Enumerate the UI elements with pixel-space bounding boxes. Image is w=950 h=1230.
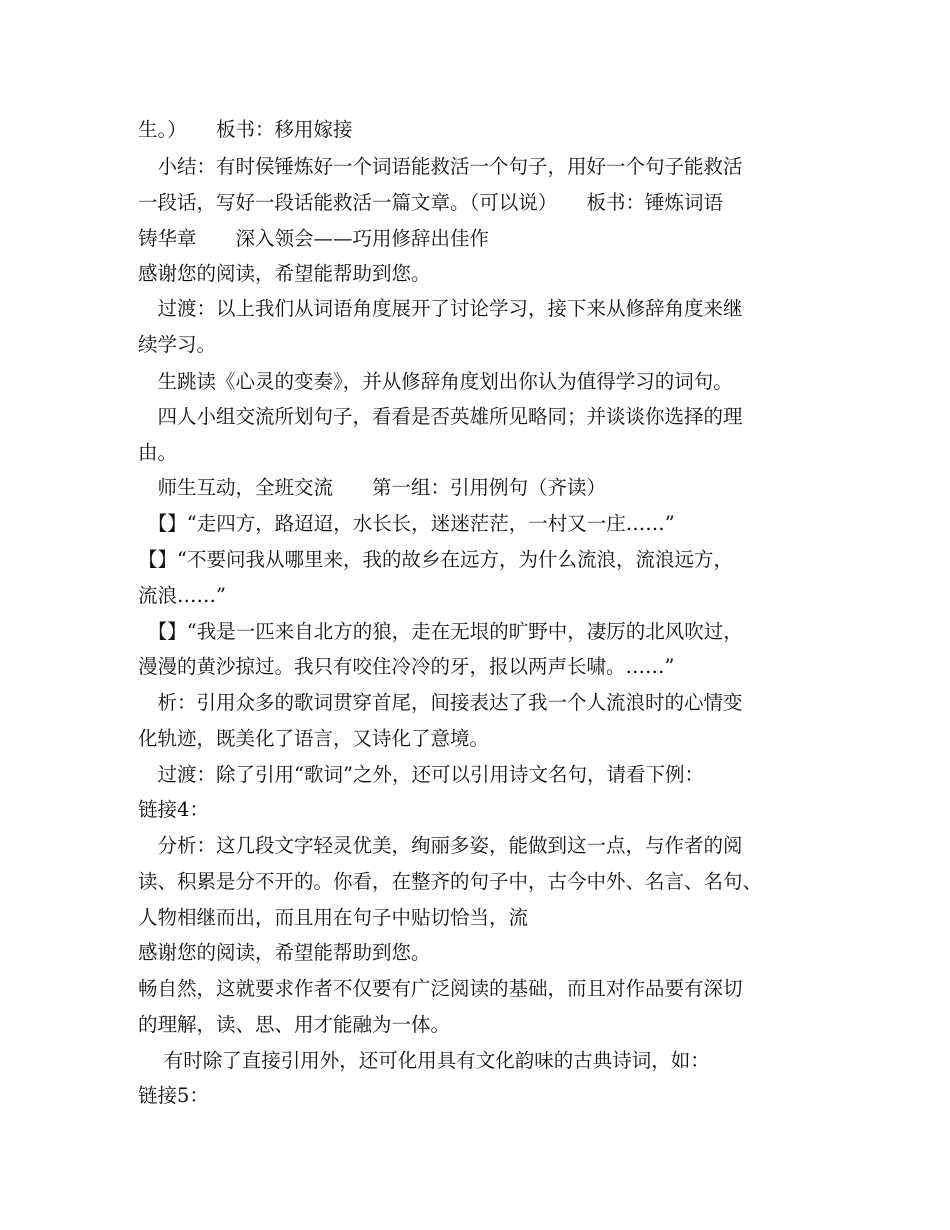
text-line: 过渡：以上我们从词语角度展开了讨论学习，接下来从修辞角度来继 xyxy=(138,297,743,320)
text-line: 分析：这几段文字轻灵优美，绚丽多姿，能做到这一点，与作者的阅 xyxy=(138,834,743,857)
text-line: 铸华章 深入领会——巧用修辞出佳作 xyxy=(138,227,490,250)
text-line: 小结：有时侯锤炼好一个词语能救活一个句子，用好一个句子能救活 xyxy=(138,155,743,178)
text-line: 析：引用众多的歌词贯穿首尾，间接表达了我一个人流浪时的心情变 xyxy=(138,691,743,714)
text-line: 续学习。 xyxy=(138,333,217,356)
text-line: 的理解，读、思、用才能融为一体。 xyxy=(138,1013,451,1036)
text-line: 【】“走四方，路迢迢，水长长，迷迷茫茫，一村又一庄……” xyxy=(138,512,675,535)
text-line: 四人小组交流所划句子，看看是否英雄所见略同；并谈谈你选择的理 xyxy=(138,405,743,428)
text-line: 化轨迹，既美化了语言，又诗化了意境。 xyxy=(138,727,490,750)
text-line: 感谢您的阅读，希望能帮助到您。 xyxy=(138,262,431,285)
text-line: 一段话，写好一段话能救活一篇文章。（可以说） 板书：锤炼词语 xyxy=(138,191,724,214)
text-line: 流浪……” xyxy=(138,584,226,607)
text-line: 感谢您的阅读，希望能帮助到您。 xyxy=(138,941,431,964)
text-line: 【】“我是一匹来自北方的狼，走在无垠的旷野中，凄厉的北风吹过， xyxy=(138,620,743,643)
text-line: 【】“不要问我从哪里来，我的故乡在远方，为什么流浪，流浪远方， xyxy=(138,548,733,571)
text-line: 链接5： xyxy=(138,1084,209,1107)
text-line: 人物相继而出，而且用在句子中贴切恰当，流 xyxy=(138,906,529,929)
text-line: 读、积累是分不开的。你看，在整齐的句子中，古今中外、名言、名句、 xyxy=(138,870,763,893)
text-line: 生跳读《心灵的变奏》，并从修辞角度划出你认为值得学习的词句。 xyxy=(138,370,733,393)
text-line: 漫漫的黄沙掠过。我只有咬住冷冷的牙，报以两声长啸。……” xyxy=(138,655,675,678)
text-line: 过渡：除了引用“歌词”之外，还可以引用诗文名句，请看下例： xyxy=(138,763,704,786)
text-line: 由。 xyxy=(138,441,178,464)
text-line: 链接4： xyxy=(138,798,209,821)
text-line: 畅自然，这就要求作者不仅要有广泛阅读的基础，而且对作品要有深切 xyxy=(138,977,743,1000)
text-line: 生。） 板书：移用嫁接 xyxy=(138,118,353,141)
text-line: 师生互动，全班交流 第一组：引用例句（齐读） xyxy=(138,476,607,499)
text-line: 有时除了直接引用外，还可化用具有文化韵味的古典诗词，如： xyxy=(138,1049,710,1072)
